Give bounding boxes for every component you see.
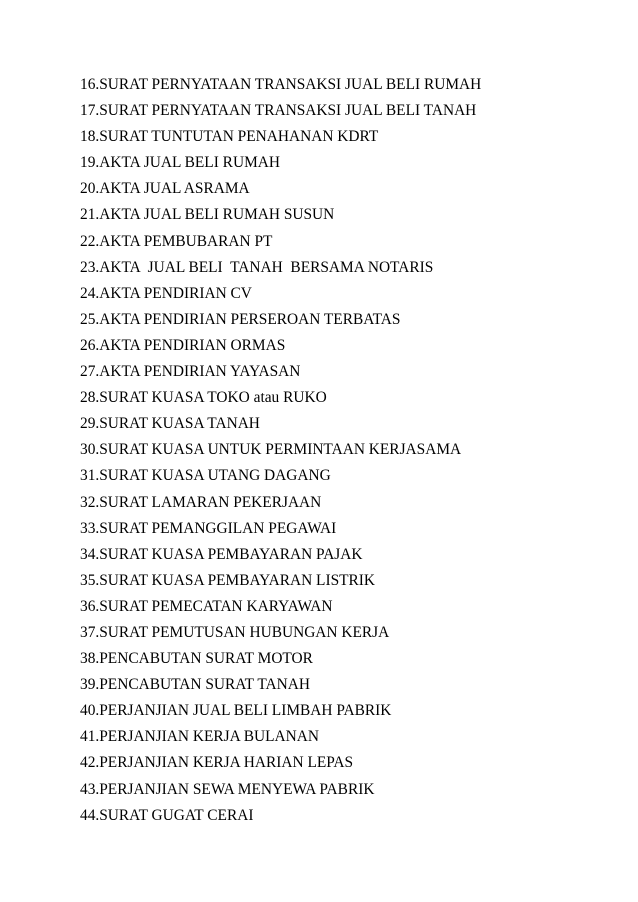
list-item: 24.AKTA PENDIRIAN CV — [80, 284, 252, 302]
list-item: 43.PERJANJIAN SEWA MENYEWA PABRIK — [80, 780, 375, 798]
list-item: 41.PERJANJIAN KERJA BULANAN — [80, 728, 319, 746]
list-item: 31.SURAT KUASA UTANG DAGANG — [80, 467, 331, 485]
list-item: 23.AKTA JUAL BELI TANAH BERSAMA NOTARIS — [80, 258, 434, 276]
list-item: 28.SURAT KUASA TOKO atau RUKO — [80, 389, 327, 407]
list-item: 44.SURAT GUGAT CERAI — [80, 806, 254, 824]
list-item: 32.SURAT LAMARAN PEKERJAAN — [80, 493, 322, 511]
list-item: 26.AKTA PENDIRIAN ORMAS — [80, 336, 286, 354]
list-item: 22.AKTA PEMBUBARAN PT — [80, 232, 273, 250]
list-item: 16.SURAT PERNYATAAN TRANSAKSI JUAL BELI RUMAH — [80, 76, 482, 93]
list-item: 39.PENCABUTAN SURAT TANAH — [80, 676, 310, 694]
list-item: 18.SURAT TUNTUTAN PENAHANAN KDRT — [80, 128, 379, 146]
list-item: 40.PERJANJIAN JUAL BELI LIMBAH PABRIK — [80, 702, 392, 720]
list-item: 35.SURAT KUASA PEMBAYARAN LISTRIK — [80, 571, 376, 589]
list-item: 20.AKTA JUAL ASRAMA — [80, 180, 250, 198]
list-item: 36.SURAT PEMECATAN KARYAWAN — [80, 597, 333, 615]
list-item: 38.PENCABUTAN SURAT MOTOR — [80, 650, 313, 668]
list-item: 27.AKTA PENDIRIAN YAYASAN — [80, 363, 301, 381]
list-item: 37.SURAT PEMUTUSAN HUBUNGAN KERJA — [80, 623, 390, 641]
document-list — [80, 72, 481, 829]
list-item: 34.SURAT KUASA PEMBAYARAN PAJAK — [80, 545, 363, 563]
list-item: 25.AKTA PENDIRIAN PERSEROAN TERBATAS — [80, 310, 401, 328]
list-item: 17.SURAT PERNYATAAN TRANSAKSI JUAL BELI TANAH — [80, 102, 477, 120]
list-item: 19.AKTA JUAL BELI RUMAH — [80, 154, 280, 172]
list-item: 30.SURAT KUASA UNTUK PERMINTAAN KERJASAMA — [80, 441, 462, 459]
list-item: 33.SURAT PEMANGGILAN PEGAWAI — [80, 519, 337, 537]
list-item: 21.AKTA JUAL BELI RUMAH SUSUN — [80, 206, 335, 224]
list-item: 29.SURAT KUASA TANAH — [80, 415, 260, 433]
list-item: 42.PERJANJIAN KERJA HARIAN LEPAS — [80, 754, 354, 772]
